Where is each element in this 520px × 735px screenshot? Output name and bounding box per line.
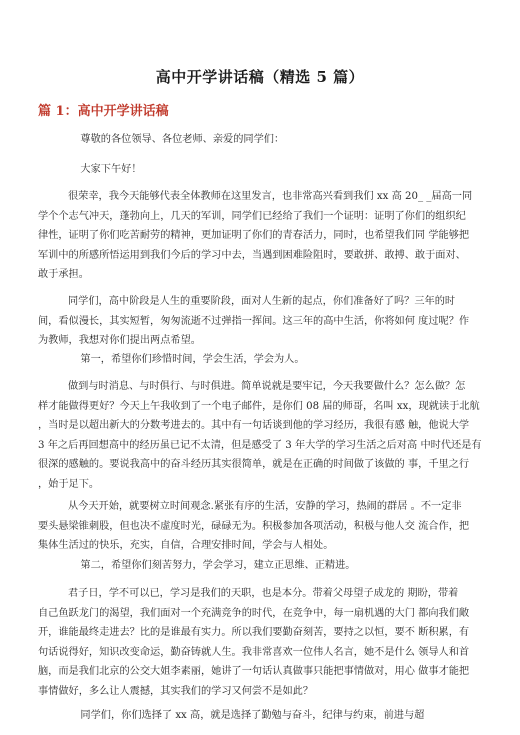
- paragraph-greeting: [60, 160, 478, 180]
- text-line: 要头悬梁锥刺股，但也决不虚度时光，碌碌无为。积极参加各项活动，积极与他人交 流合作，把: [38, 520, 470, 532]
- text-line: 做到与时消息、与时俱行、与时俱进。简单说就是要牢记，今天我要做什么？怎么做？怎: [68, 381, 466, 392]
- text-line: 大家下午好！: [80, 164, 142, 175]
- paragraph-salutation: [60, 130, 478, 150]
- text-line: 很深的感触的。要说我高中的奋斗经历其实很简单，就是在正确的时间做了该做的 事，千里之行: [38, 459, 470, 470]
- paragraph-body: [38, 187, 482, 285]
- text-line: 自己鱼跃龙门的渴望，我们面对一个充满竞争的时代，在竞争中，每一扇机遇的大门 都向我们敞: [38, 607, 470, 619]
- text-line: ，当时是以超出新大的分数考进去的。其中有一句话谈到他的学习经历，我很有感 触，他说大学: [38, 420, 470, 431]
- text-line: 事情做好，多么让人震撼，其实我们的学习又何尝不是如此？: [38, 685, 314, 697]
- paragraph-body: [38, 497, 482, 556]
- paragraph-body: [38, 377, 482, 494]
- text-line: 同学们，你们选择了 xx 高，就是选择了勤勉与奋斗，纪律与约束，前进与超: [80, 710, 425, 721]
- paragraph-body: [38, 292, 482, 351]
- paragraph-point-two: [60, 556, 478, 576]
- text-line: 脑，而是我们北京的公交大姐李素丽，她讲了一句话认真做事只能把事情做对，用心 做事才能把: [38, 666, 470, 677]
- text-line: 为教师，我想对你们提出两点希望。: [38, 335, 201, 346]
- text-line: 间，看似漫长，其实短暂，匆匆流逝不过弹指一挥间。这三年的高中生活，你将如何 度过呢？作: [38, 315, 470, 327]
- text-line: 律性，证明了你们吃苦耐劳的精神，更加证明了你们的青春活力，同时，也希望我们同 学能够把: [38, 230, 470, 241]
- text-line: ，始于足下。: [38, 478, 100, 490]
- text-line: 从今天开始，就要树立时间观念.紧张有序的生活，安静的学习，热闹的群居 。不一定非: [68, 501, 462, 512]
- text-line: 学个个志气冲天，蓬勃向上，几天的军训，同学们已经给了我们一个证明：证明了你们的组织纪: [38, 210, 466, 222]
- text-line: 很荣幸，我今天能够代表全体教师在这里发言，也非常高兴看到我们 xx 高 20_ _届高一同: [68, 191, 473, 202]
- text-line: 军训中的所感所悟运用到我们今后的学习中去，当遇到困难险阻时，要敢拼、敢搏、敢于面对、: [38, 249, 466, 261]
- paragraph-closing: [60, 706, 478, 726]
- text-line: 敢于承担。: [38, 269, 89, 280]
- text-line: 集体生活过的快乐，充实，自信，合理安排时间，学会与人相处。: [38, 540, 334, 551]
- text-line: 3 年之后再回想高中的经历虽已记不太清，但是感受了 3 年大学的学习生活之后对高 中时代还是有: [38, 439, 482, 451]
- text-line: 尊敬的各位领导、各位老师、亲爱的同学们：: [80, 134, 285, 145]
- paragraph-point-one: [60, 350, 478, 370]
- text-line: 同学们，高中阶段是人生的重要阶段，面对人生新的起点，你们准备好了吗？三年的时: [68, 296, 456, 307]
- text-line: 句话说得好，知识改变命运，勤奋铸就人生。我非常喜欢一位伟人名言，她不是什么 领导人和首: [38, 646, 470, 658]
- text-line: 第二，希望你们刻苦努力，学会学习，建立正思维、正精进。: [80, 560, 356, 571]
- paragraph-body: [38, 584, 482, 701]
- text-line: 开，谁能最终走进去？比的是谁最有实力。所以我们要勤奋刻苦，要持之以恒，要不 断积累，有: [38, 627, 470, 638]
- text-line: 第一，希望你们珍惜时间，学会生活，学会为人。: [80, 354, 305, 365]
- section-heading: 篇 1：高中开学讲话稿: [38, 104, 169, 119]
- document-title: 高中开学讲话稿（精选 5 篇）: [155, 68, 365, 86]
- text-line: 样才能做得更好？今天上午我收到了一个电子邮件，是你们 08 届的师哥，名叫 xx，现就读于北航: [38, 400, 480, 412]
- text-line: 君子日，学不可以已，学习是我们的天职，也是本分。带着父母望子成龙的 期盼，带着: [68, 588, 459, 599]
